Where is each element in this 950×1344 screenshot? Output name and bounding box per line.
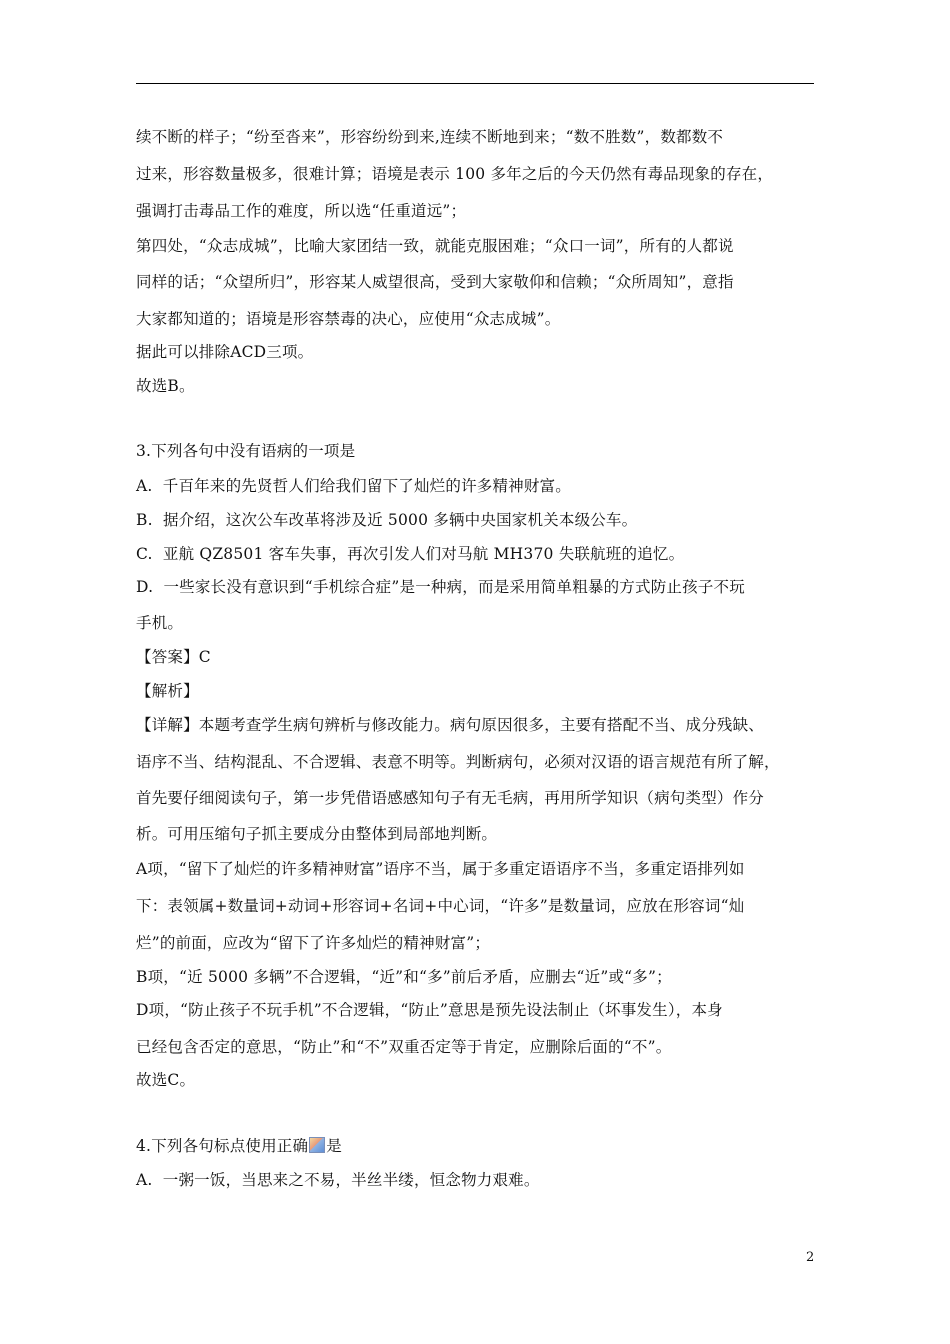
text-line: 大家都知道的；语境是形容禁毒的决心，应使用“众志成城”。 (136, 310, 561, 328)
image-placeholder-icon (309, 1137, 325, 1153)
text-line: 续不断的样子；“纷至沓来”，形容纷纷到来,连续不断地到来；“数不胜数”，数都数不 (136, 128, 724, 146)
text-line: 过来，形容数量极多，很难计算；语境是表示 100 多年之后的今天仍然有毒品现象的存在， (136, 165, 774, 183)
text-line: 同样的话；“众望所归”，形容某人威望很高，受到大家敬仰和信赖；“众所周知”，意指 (136, 273, 734, 291)
question-3-option-d: D. 一些家长没有意识到“手机综合症”是一种病，而是采用简单粗暴的方式防止孩子不玩 (136, 578, 745, 596)
text-line: 烂”的前面，应改为“留下了许多灿烂的精神财富”； (136, 934, 491, 952)
text-line: 语序不当、结构混乱、不合逻辑、表意不明等。判断病句，必须对汉语的语言规范有所了解， (136, 753, 780, 771)
text-line: 下：表领属+数量词+动词+形容词+名词+中心词，“许多”是数量词，应放在形容词“灿 (136, 897, 745, 915)
page-number: 2 (806, 1250, 815, 1265)
header-rule (136, 83, 814, 84)
text-line: 已经包含否定的意思，“防止”和“不”双重否定等于肯定，应删除后面的“不”。 (136, 1038, 672, 1056)
text-line: B项，“近 5000 多辆”不合逻辑，“近”和“多”前后矛盾，应删去“近”或“多”； (136, 968, 672, 986)
text-line: 首先要仔细阅读句子，第一步凭借语感感知句子有无毛病，再用所学知识（病句类型）作分 (136, 789, 765, 807)
question-4-title (136, 1136, 342, 1156)
text-line: 析。可用压缩句子抓主要成分由整体到局部地判断。 (136, 825, 498, 843)
text-line: A项，“留下了灿烂的许多精神财富”语序不当，属于多重定语语序不当，多重定语排列如 (136, 860, 745, 878)
text-line: 据此可以排除ACD三项。 (136, 343, 314, 361)
question-3-option-a: A. 千百年来的先贤哲人们给我们留下了灿烂的许多精神财富。 (136, 477, 571, 495)
question-3-option-b: B. 据介绍，这次公车改革将涉及近 5000 多辆中央国家机关本级公车。 (136, 511, 638, 529)
question-4-title-end: 是 (326, 1137, 342, 1155)
answer-line: 【答案】C (136, 648, 211, 666)
analysis-heading: 【解析】 (136, 682, 199, 700)
text-line: 强调打击毒品工作的难度，所以选“任重道远”； (136, 202, 467, 220)
question-3-option-c: C. 亚航 QZ8501 客车失事，再次引发人们对马航 MH370 失联航班的追忆。 (136, 545, 685, 563)
question-3-option-d-cont: 手机。 (136, 614, 184, 632)
text-line: D项，“防止孩子不玩手机”不合逻辑，“防止”意思是预先设法制止（坏事发生），本身 (136, 1001, 723, 1019)
question-4-title-text: 4.下列各句标点使用正确 (136, 1137, 309, 1155)
text-line: 第四处，“众志成城”，比喻大家团结一致，就能克服困难；“众口一词”，所有的人都说 (136, 237, 734, 255)
question-3-title: 3.下列各句中没有语病的一项是 (136, 442, 356, 460)
text-line: 故选B。 (136, 377, 195, 395)
text-line: 【详解】本题考查学生病句辨析与修改能力。病句原因很多，主要有搭配不当、成分残缺、 (136, 716, 765, 734)
text-line: 故选C。 (136, 1071, 196, 1089)
question-4-option-a: A. 一粥一饭，当思来之不易，半丝半缕，恒念物力艰难。 (136, 1171, 540, 1189)
